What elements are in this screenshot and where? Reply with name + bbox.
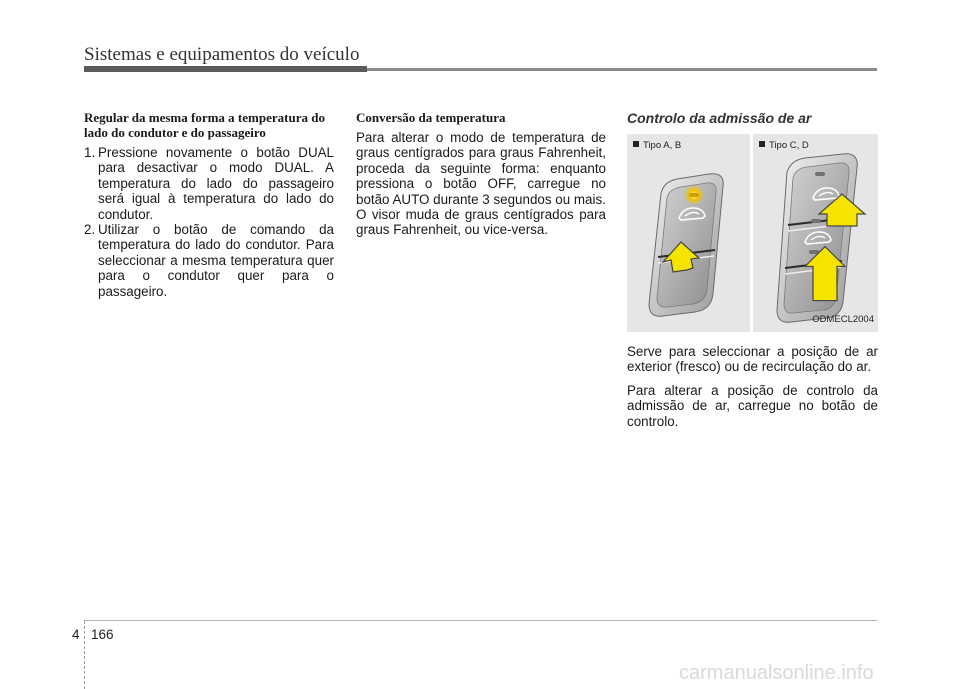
list-item	[84, 222, 334, 299]
list-item	[84, 145, 334, 222]
paragraph: Serve para seleccionar a posição de ar exterior (fresco) ou de recirculação do ar.	[627, 344, 878, 375]
column-3	[627, 110, 878, 429]
chapter-number: 4	[72, 627, 80, 642]
watermark: carmanualsonline.info	[679, 662, 874, 684]
page-header-title: Sistemas e equipamentos do veículo	[84, 44, 360, 65]
air-intake-figure	[627, 134, 878, 332]
recirculation-button-ab	[649, 174, 723, 317]
air-intake-button-illustration	[627, 134, 878, 332]
paragraph: Para alterar a posição de controlo da admissão de ar, carregue no botão de controlo.	[627, 382, 878, 429]
paragraph: Para alterar o modo de temperatura de graus centígrados para graus Fahrenheit, proceda da seguinte forma: enquanto pressiona o botão OFF, carregue no botão AUTO durante 3 segundos ou mais.	[356, 130, 606, 207]
figure-label-type-ab: Tipo A, B	[643, 140, 682, 151]
footer-divider	[84, 621, 85, 689]
footer-rule	[84, 620, 877, 621]
header-rule-accent	[84, 66, 367, 72]
figure-label-type-cd: Tipo C, D	[769, 140, 809, 151]
list-item-number: 1.	[84, 145, 96, 160]
paragraph: O visor muda de graus centígrados para graus Fahrenheit, ou vice-versa.	[356, 207, 606, 238]
page-number: 166	[91, 627, 114, 642]
column-2	[356, 110, 606, 238]
section-heading-temperature-conversion: Conversão da temperatura	[356, 110, 506, 125]
section-heading-same-temperature: Regular da mesma forma a temperatura do lado do condutor e do passageiro	[84, 110, 325, 140]
list-item-number: 2.	[84, 222, 96, 238]
column-1	[84, 110, 334, 299]
figure-code: ODMECL2004	[812, 313, 874, 325]
list-item-text: Utilizar o botão de comando da temperatura do lado do condutor. Para seleccionar a mesma temperatura quer para o condutor quer para o passageiro.	[98, 222, 334, 299]
section-heading-air-intake: Controlo da admissão de ar	[627, 110, 812, 126]
list-item-text: Pressione novamente o botão DUAL para desactivar o modo DUAL. A temperatura do lado do passageiro será igual à temperatura do lado do condutor.	[98, 145, 334, 222]
recirculation-button-cd	[777, 154, 865, 322]
